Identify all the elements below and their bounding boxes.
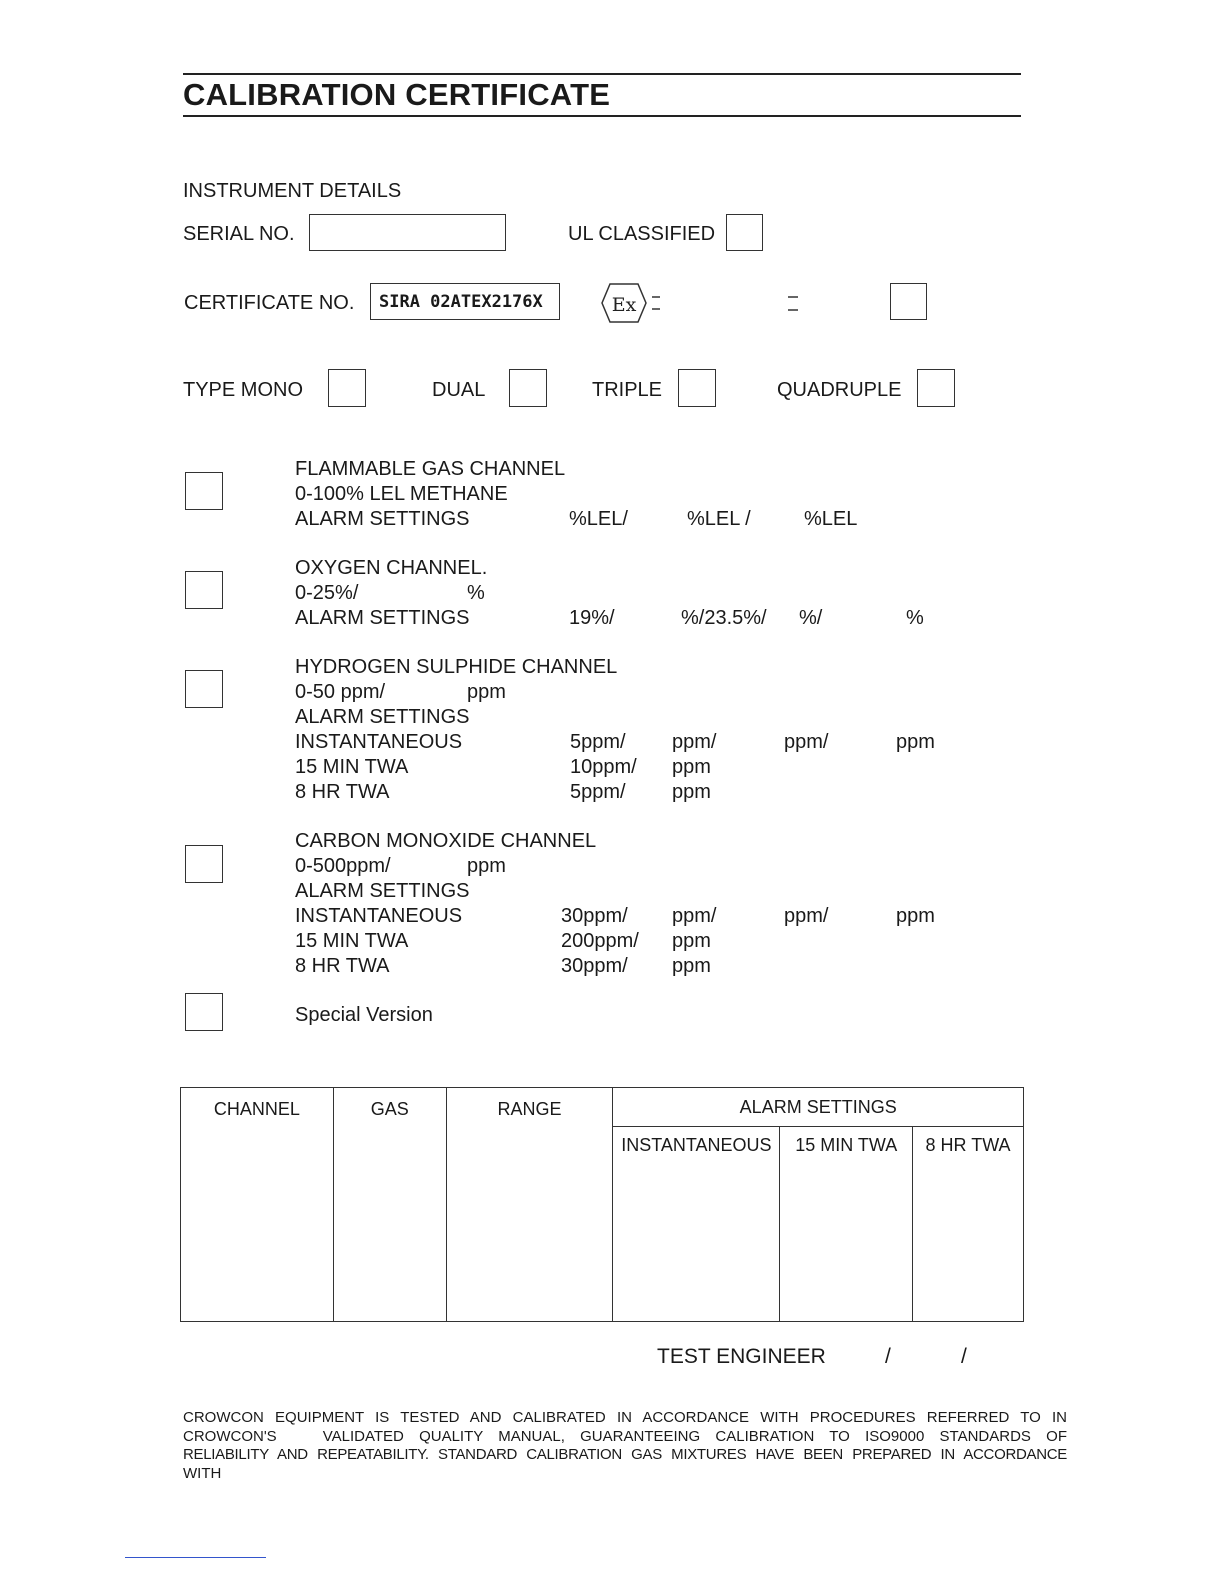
page-title: CALIBRATION CERTIFICATE [183,77,611,112]
co-inst-3: ppm/ [784,905,829,927]
ul-classified-label: UL CLASSIFIED [568,223,716,245]
category-checkbox[interactable] [890,283,927,320]
oxygen-alarm-4: % [906,607,924,629]
col-gas-header: GAS [333,1088,446,1322]
serial-no-label: SERIAL NO. [183,223,295,245]
co-twa8-2: ppm [672,955,711,977]
h2s-checkbox[interactable] [185,670,223,708]
flammable-checkbox[interactable] [185,472,223,510]
h2s-inst-4: ppm [896,731,935,753]
oxygen-title: OXYGEN CHANNEL. [295,557,488,579]
date-separator-2: / [961,1345,967,1368]
test-engineer-label: TEST ENGINEER [657,1345,826,1368]
footer-statement [183,1409,1067,1483]
co-alarm-label: ALARM SETTINGS [295,880,470,902]
co-range-a: 0-500ppm/ [295,855,391,877]
title-underline [183,115,1021,117]
dual-checkbox[interactable] [509,369,547,407]
co-inst-2: ppm/ [672,905,717,927]
h2s-twa8-label: 8 HR TWA [295,781,390,803]
quadruple-label: QUADRUPLE [777,379,902,401]
ex-hexagon-icon [598,282,666,324]
h2s-alarm-label: ALARM SETTINGS [295,706,470,728]
co-inst-1: 30ppm/ [561,905,628,927]
oxygen-alarm-3: %/ [799,607,823,629]
h2s-inst-2: ppm/ [672,731,717,753]
co-range-b: ppm [467,855,506,877]
date-separator-1: / [885,1345,891,1368]
h2s-inst-label: INSTANTANEOUS [295,731,463,753]
oxygen-alarm-2: %/23.5%/ [681,607,767,629]
certificate-no-label: CERTIFICATE NO. [184,292,355,314]
oxygen-range-a: 0-25%/ [295,582,359,604]
col-alarm-settings-header: ALARM SETTINGS [613,1088,1024,1127]
h2s-twa8-2: ppm [672,781,711,803]
top-rule [183,73,1021,75]
footer-line-4: WITH [183,1464,222,1482]
sub-8hr-twa-header: 8 HR TWA [913,1127,1024,1322]
ex-mark-text: Ex [611,294,637,316]
col-channel-header: CHANNEL [181,1088,334,1322]
co-twa15-1: 200ppm/ [561,930,639,952]
sub-15min-twa-header: 15 MIN TWA [780,1127,913,1322]
oxygen-alarm-label: ALARM SETTINGS [295,607,470,629]
flammable-alarm-2: %LEL / [687,508,751,530]
calibration-table [180,1087,1024,1322]
h2s-twa8-1: 5ppm/ [570,781,626,803]
sub-instantaneous-header: INSTANTANEOUS [613,1127,780,1322]
special-version-label: Special Version [295,1004,433,1026]
h2s-range-a: 0-50 ppm/ [295,681,386,703]
oxygen-range-b: % [467,582,485,604]
footer-line-2b: VALIDATED QUALITY MANUAL, GUARANTEEING CALIBRATION TO ISO9000 STANDARDS OF [322,1427,1067,1445]
h2s-twa15-label: 15 MIN TWA [295,756,409,778]
footer-line-2 [183,1428,1067,1447]
co-twa8-1: 30ppm/ [561,955,628,977]
footer-line-1: CROWCON EQUIPMENT IS TESTED AND CALIBRATED IN ACCORDANCE WITH PROCEDURES REFERRED TO IN [183,1409,1067,1426]
h2s-twa15-2: ppm [672,756,711,778]
co-checkbox[interactable] [185,845,223,883]
col-range-header: RANGE [446,1088,613,1322]
flammable-alarm-1: %LEL/ [569,508,628,530]
type-mono-label: TYPE MONO [183,379,304,401]
flammable-alarm-label: ALARM SETTINGS [295,508,470,530]
dual-label: DUAL [432,379,486,401]
serial-no-field[interactable] [309,214,506,251]
h2s-twa15-1: 10ppm/ [570,756,637,778]
certificate-no-value: SIRA 02ATEX2176X [379,292,543,312]
co-twa8-label: 8 HR TWA [295,955,390,977]
dash-mark-icon [786,294,800,314]
ul-classified-checkbox[interactable] [726,214,763,251]
flammable-range: 0-100% LEL METHANE [295,483,508,505]
mono-checkbox[interactable] [328,369,366,407]
flammable-alarm-3: %LEL [804,508,858,530]
co-title: CARBON MONOXIDE CHANNEL [295,830,597,852]
quadruple-checkbox[interactable] [917,369,955,407]
special-version-checkbox[interactable] [185,993,223,1031]
co-twa15-label: 15 MIN TWA [295,930,409,952]
h2s-range-b: ppm [467,681,506,703]
co-twa15-2: ppm [672,930,711,952]
footer-line-3: RELIABILITY AND REPEATABILITY. STANDARD CALIBRATION GAS MIXTURES HAVE BEEN PREPARED IN ACCORDANCE [183,1446,1067,1463]
co-inst-4: ppm [896,905,935,927]
co-inst-label: INSTANTANEOUS [295,905,463,927]
instrument-details-heading: INSTRUMENT DETAILS [183,180,402,202]
h2s-inst-1: 5ppm/ [570,731,626,753]
oxygen-alarm-1: 19%/ [569,607,615,629]
certificate-no-field[interactable] [370,283,560,320]
h2s-title: HYDROGEN SULPHIDE CHANNEL [295,656,618,678]
flammable-title: FLAMMABLE GAS CHANNEL [295,458,566,480]
triple-checkbox[interactable] [678,369,716,407]
h2s-inst-3: ppm/ [784,731,829,753]
bottom-link-underline [125,1557,266,1558]
footer-line-2a: CROWCON'S [183,1427,277,1445]
oxygen-checkbox[interactable] [185,571,223,609]
triple-label: TRIPLE [592,379,663,401]
